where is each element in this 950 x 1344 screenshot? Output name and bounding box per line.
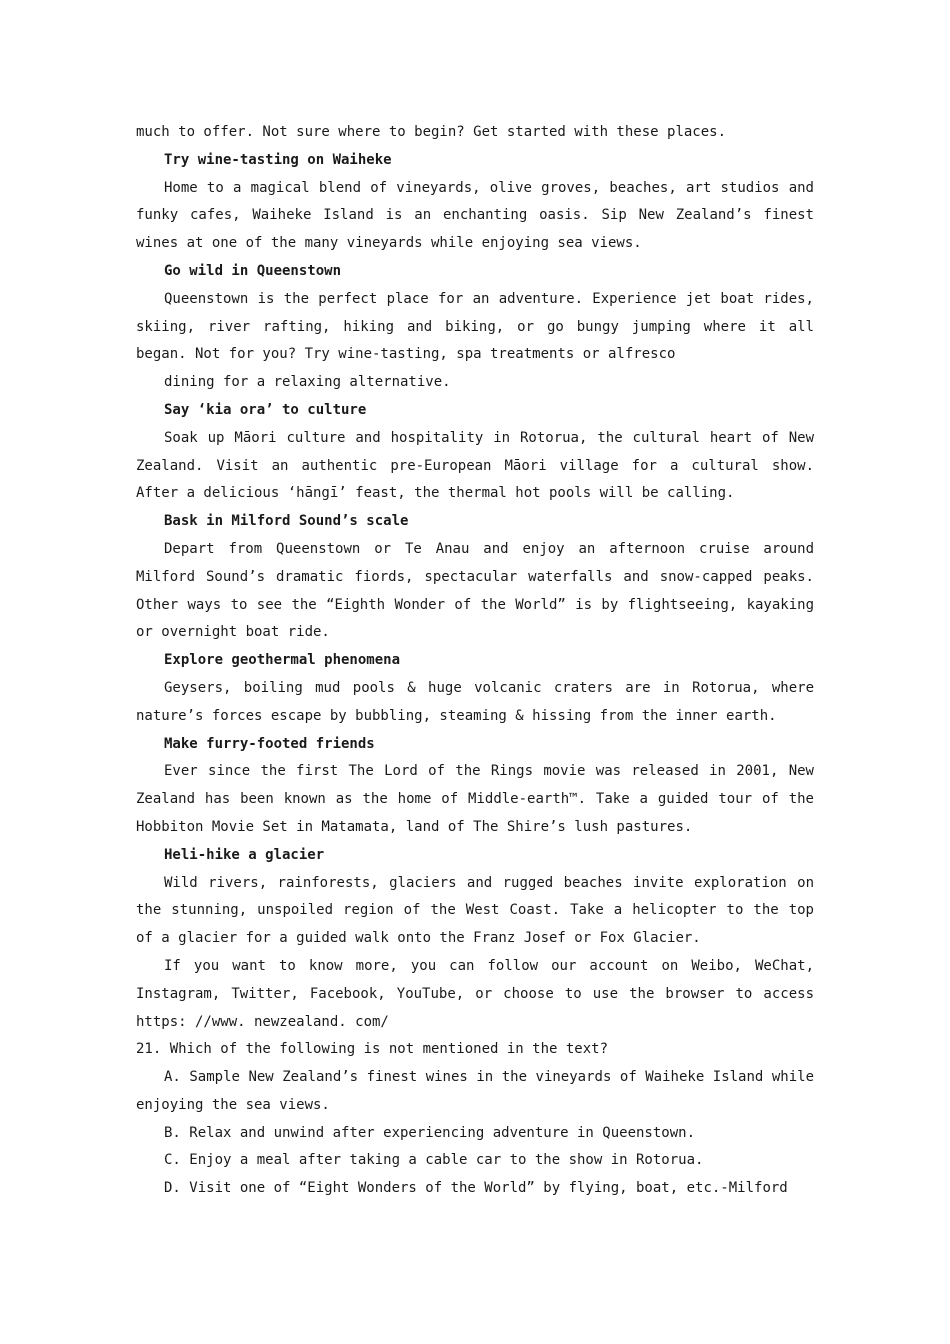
section-body-waiheke: Home to a magical blend of vineyards, olive groves, beaches, art studios and funky cafes, Waiheke Island is an enchanting oasis. Sip New Zealand’s finest wines at one of the many vineyards while enjoying sea views. bbox=[136, 179, 814, 252]
question-option-a: A. Sample New Zealand’s finest wines in the vineyards of Waiheke Island while enjoying the sea views. bbox=[136, 1069, 814, 1113]
section-body-milford: Depart from Queenstown or Te Anau and enjoy an afternoon cruise around Milford Sound’s dramatic fiords, spectacular waterfalls and snow-capped peaks. Other ways to see the “Eighth Wonder of the World” is by flightseeing, kayaking or overnight boat ride. bbox=[136, 540, 814, 641]
question-stem: 21. Which of the following is not mentioned in the text? bbox=[136, 1041, 609, 1058]
section-body-queenstown: Queenstown is the perfect place for an adventure. Experience jet boat rides, skiing, river rafting, hiking and biking, or go bungy jumping where it all began. Not for you? Try wine-tasting, spa treatments or alfresco bbox=[136, 290, 814, 363]
section-heading-waiheke: Try wine-tasting on Waiheke bbox=[164, 151, 392, 168]
question-option-d: D. Visit one of “Eight Wonders of the World” by flying, boat, etc.-Milford bbox=[164, 1180, 788, 1197]
section-heading-queenstown: Go wild in Queenstown bbox=[164, 262, 342, 279]
question-option-c: C. Enjoy a meal after taking a cable car to the show in Rotorua. bbox=[164, 1152, 704, 1169]
section-heading-hobbiton: Make furry-footed friends bbox=[164, 735, 375, 752]
section-body-hobbiton: Ever since the first The Lord of the Rings movie was released in 2001, New Zealand has been known as the home of Middle-earth™. Take a guided tour of the Hobbiton Movie Set in Matamata, land of The Shire’s lush pastures. bbox=[136, 763, 814, 835]
document-page bbox=[136, 119, 814, 1203]
intro-tail: much to offer. Not sure where to begin? Get started with these places. bbox=[136, 124, 727, 140]
question-option-b: B. Relax and unwind after experiencing adventure in Queenstown. bbox=[164, 1124, 696, 1141]
section-body-queenstown-cont: dining for a relaxing alternative. bbox=[164, 374, 451, 391]
closing-paragraph: If you want to know more, you can follow our account on Weibo, WeChat, Instagram, Twitter, Facebook, YouTube, or choose to use the browser to access https: //www. newzealand. com/ bbox=[136, 957, 814, 1030]
section-heading-culture: Say ‘kia ora’ to culture bbox=[164, 401, 367, 418]
section-body-glacier: Wild rivers, rainforests, glaciers and rugged beaches invite exploration on the stunning, unspoiled region of the West Coast. Take a helicopter to the top of a glacier for a guided walk onto the Franz Josef or Fox Glacier. bbox=[136, 874, 814, 947]
section-body-geothermal: Geysers, boiling mud pools & huge volcanic craters are in Rotorua, where nature’s forces escape by bubbling, steaming & hissing from the inner earth. bbox=[136, 679, 814, 724]
section-heading-geothermal: Explore geothermal phenomena bbox=[164, 652, 401, 669]
section-heading-glacier: Heli-hike a glacier bbox=[164, 846, 325, 863]
section-body-culture: Soak up Māori culture and hospitality in Rotorua, the cultural heart of New Zealand. Visit an authentic pre-European Māori village for a cultural show. After a delicious ‘hāngī’ feast, the thermal hot pools will be calling. bbox=[136, 429, 814, 502]
section-heading-milford: Bask in Milford Sound’s scale bbox=[164, 513, 409, 530]
